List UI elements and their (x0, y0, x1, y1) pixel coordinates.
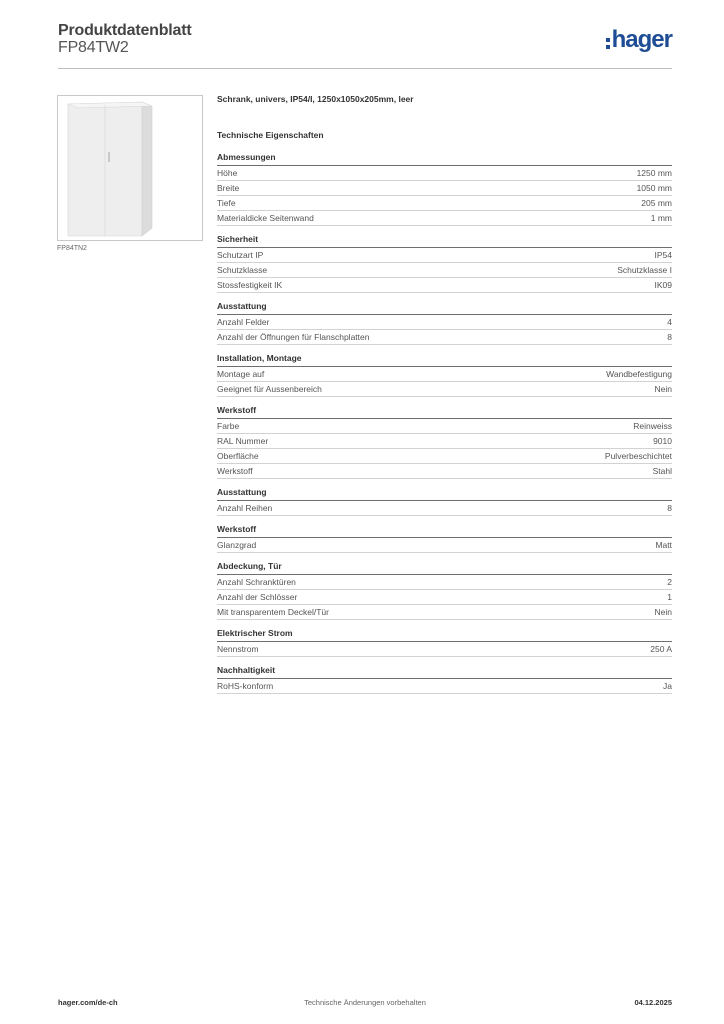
row-label: RoHS-konform (217, 681, 274, 691)
row-label: Anzahl der Schlösser (217, 592, 298, 602)
table-row (217, 211, 672, 226)
table-row (217, 196, 672, 211)
group-title: Werkstoff (217, 524, 672, 538)
section-heading: Technische Eigenschaften (217, 130, 324, 140)
page-title: Produktdatenblatt (58, 22, 192, 39)
group-nachhaltigkeit (217, 665, 672, 694)
table-row (217, 575, 672, 590)
row-value: Ja (663, 681, 672, 691)
row-label: Mit transparentem Deckel/Tür (217, 607, 329, 617)
row-label: Nennstrom (217, 644, 259, 654)
row-label: Höhe (217, 168, 238, 178)
product-description: Schrank, univers, IP54/I, 1250x1050x205mm, leer (217, 94, 414, 104)
row-value: 8 (667, 503, 672, 513)
group-title: Sicherheit (217, 234, 672, 248)
table-row (217, 315, 672, 330)
row-label: Stossfestigkeit IK (217, 280, 283, 290)
page-header (58, 20, 672, 68)
row-value: 4 (667, 317, 672, 327)
row-value: Schutzklasse I (617, 265, 672, 275)
hager-logo (606, 26, 672, 54)
table-row (217, 419, 672, 434)
table-row (217, 330, 672, 345)
table-row (217, 679, 672, 694)
product-image-frame (57, 95, 203, 241)
footer-date: 04.12.2025 (634, 998, 672, 1007)
group-sicherheit (217, 234, 672, 293)
group-ausstattung (217, 301, 672, 345)
table-row (217, 382, 672, 397)
row-value: 2 (667, 577, 672, 587)
row-value: Nein (654, 384, 672, 394)
footer-website-link[interactable]: hager.com/de-ch (58, 998, 118, 1007)
row-value: Pulverbeschichtet (604, 451, 672, 461)
group-installation-montage (217, 353, 672, 397)
row-value: 1050 mm (636, 183, 672, 193)
table-row (217, 501, 672, 516)
table-row (217, 642, 672, 657)
row-label: Anzahl der Öffnungen für Flanschplatten (217, 332, 370, 342)
row-label: Farbe (217, 421, 240, 431)
group-title: Nachhaltigkeit (217, 665, 672, 679)
row-label: Schutzklasse (217, 265, 268, 275)
row-label: Werkstoff (217, 466, 253, 476)
row-label: Breite (217, 183, 240, 193)
group-title: Abdeckung, Tür (217, 561, 672, 575)
row-value: 1 mm (650, 213, 672, 223)
row-label: Materialdicke Seitenwand (217, 213, 314, 223)
group-werkstoff (217, 405, 672, 479)
row-label: Tiefe (217, 198, 236, 208)
table-row (217, 605, 672, 620)
row-label: Geeignet für Aussenbereich (217, 384, 322, 394)
row-label: RAL Nummer (217, 436, 269, 446)
group-title: Installation, Montage (217, 353, 672, 367)
footer-disclaimer: Technische Änderungen vorbehalten (304, 998, 426, 1007)
row-value: 1 (667, 592, 672, 602)
row-value: Matt (655, 540, 672, 550)
page-footer (58, 998, 672, 1012)
product-image-caption: FP84TN2 (57, 245, 87, 252)
row-label: Glanzgrad (217, 540, 257, 550)
row-value: IP54 (654, 250, 672, 260)
table-row (217, 449, 672, 464)
table-row (217, 166, 672, 181)
row-value: Reinweiss (633, 421, 672, 431)
row-value: IK09 (654, 280, 672, 290)
group-title: Ausstattung (217, 301, 672, 315)
table-row (217, 590, 672, 605)
row-label: Anzahl Schranktüren (217, 577, 296, 587)
row-value: Wandbefestigung (606, 369, 672, 379)
datasheet-content (217, 94, 672, 702)
cabinet-image (58, 96, 202, 240)
row-value: 9010 (653, 436, 672, 446)
row-label: Schutzart IP (217, 250, 264, 260)
table-row (217, 278, 672, 293)
table-row (217, 434, 672, 449)
row-value: Stahl (652, 466, 672, 476)
row-value: 250 A (650, 644, 672, 654)
group-ausstattung-2 (217, 487, 672, 516)
table-row (217, 464, 672, 479)
table-row (217, 248, 672, 263)
logo-wordmark: hager (611, 26, 672, 53)
row-label: Anzahl Reihen (217, 503, 273, 513)
table-row (217, 181, 672, 196)
table-row (217, 538, 672, 553)
header-divider (58, 68, 672, 69)
table-row (217, 367, 672, 382)
group-elektrischer-strom (217, 628, 672, 657)
row-value: 8 (667, 332, 672, 342)
product-number: FP84TW2 (58, 39, 129, 56)
logo-dots-icon (606, 38, 610, 49)
group-title: Elektrischer Strom (217, 628, 672, 642)
row-value: 205 mm (641, 198, 672, 208)
group-title: Abmessungen (217, 152, 672, 166)
table-row (217, 263, 672, 278)
group-title: Ausstattung (217, 487, 672, 501)
group-abmessungen (217, 152, 672, 226)
group-werkstoff-2 (217, 524, 672, 553)
row-label: Oberfläche (217, 451, 259, 461)
group-abdeckung-tuer (217, 561, 672, 620)
row-value: 1250 mm (636, 168, 672, 178)
row-value: Nein (654, 607, 672, 617)
row-label: Anzahl Felder (217, 317, 270, 327)
row-label: Montage auf (217, 369, 265, 379)
group-title: Werkstoff (217, 405, 672, 419)
